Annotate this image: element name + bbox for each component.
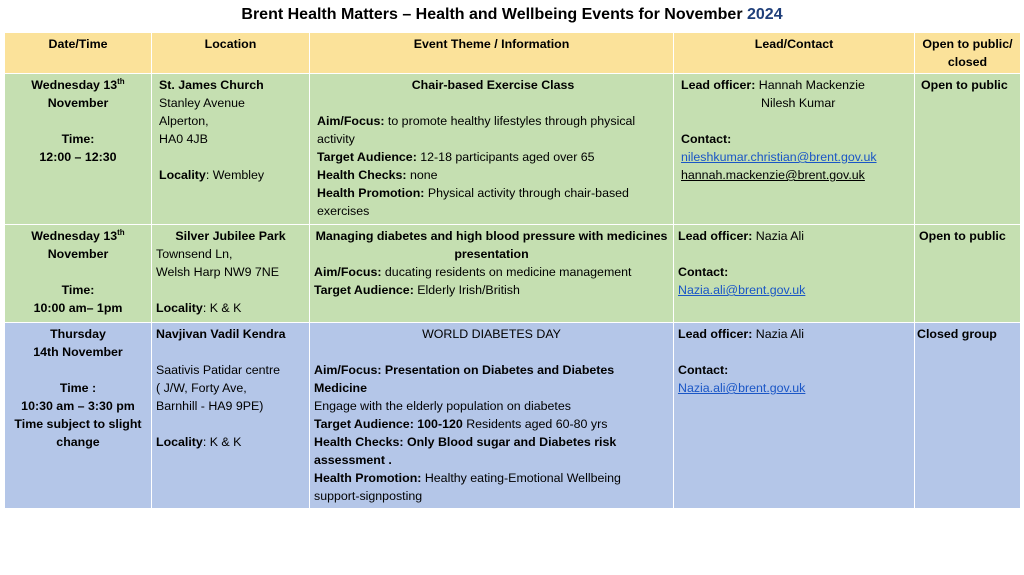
- status-cell: [915, 225, 1021, 323]
- theme-cell: [310, 74, 674, 225]
- lead-label: Lead officer:: [678, 327, 753, 341]
- locality: [156, 433, 305, 451]
- locality-value: : Wembley: [205, 168, 265, 182]
- location-line: ( J/W, Forty Ave,: [156, 381, 247, 395]
- date-sup: th: [117, 76, 125, 86]
- location-name: St. James Church: [159, 78, 264, 92]
- promo-label: Health Promotion:: [314, 471, 422, 485]
- audience-value: 12-18 participants aged over 65: [416, 150, 595, 164]
- aim-label: Aim/Focus:: [317, 114, 385, 128]
- audience-label: Target Audience:: [314, 283, 414, 297]
- locality: [159, 166, 305, 184]
- date-day: Wednesday 13: [31, 229, 118, 243]
- audience-value: Elderly Irish/British: [413, 283, 520, 297]
- date-day: Wednesday 13: [31, 78, 118, 92]
- status-cell: [915, 323, 1021, 509]
- checks-text: Health Checks: Only Blood sugar and Diabetes risk assessment .: [314, 435, 617, 467]
- email-link[interactable]: hannah.mackenzie@brent.gov.uk: [681, 168, 865, 182]
- table-row: [5, 74, 1021, 225]
- email-link[interactable]: Nazia.ali@brent.gov.uk: [678, 283, 806, 297]
- title-text: Brent Health Matters – Health and Wellbeing Events for November: [241, 6, 743, 23]
- time-label: Time:: [61, 132, 95, 146]
- lead-cell: [674, 225, 915, 323]
- location-line: Barnhill - HA9 9PE): [156, 399, 264, 413]
- contact-label: Contact:: [678, 265, 729, 279]
- locality: [156, 299, 305, 317]
- audience-value: Residents aged 60-80 yrs: [462, 417, 608, 431]
- page-title: [0, 4, 1024, 26]
- theme-title: WORLD DIABETES DAY: [422, 327, 561, 341]
- location-cell: [152, 74, 310, 225]
- contact-label: Contact:: [681, 132, 732, 146]
- date-cell: [5, 323, 152, 509]
- location-line: Townsend Ln,: [156, 247, 233, 261]
- locality-value: : K & K: [202, 301, 242, 315]
- location-name: Silver Jubilee Park: [175, 229, 286, 243]
- header-date: Date/Time: [5, 33, 152, 74]
- header-location: Location: [152, 33, 310, 74]
- location-line: Saativis Patidar centre: [156, 363, 280, 377]
- aim-value: to promote healthy lifestyles through physical activity: [317, 114, 636, 146]
- aim-label: Aim/Focus:: [314, 265, 382, 279]
- audience-label: Target Audience:: [317, 150, 417, 164]
- checks-value: none: [406, 168, 438, 182]
- time-value: 10:30 am – 3:30 pm: [21, 399, 135, 413]
- time-value: 10:00 am– 1pm: [33, 301, 123, 315]
- date-cell: [5, 225, 152, 323]
- location-line: Alperton,: [159, 114, 209, 128]
- lead-value-2: Nilesh Kumar: [761, 96, 836, 110]
- location-line: Stanley Avenue: [159, 96, 245, 110]
- header-row: [5, 33, 1021, 74]
- location-cell: [152, 323, 310, 509]
- locality-label: Locality: [156, 301, 203, 315]
- lead-value: Nazia Ali: [752, 327, 805, 341]
- date-day: Thursday: [50, 327, 106, 341]
- theme-title: Chair-based Exercise Class: [411, 78, 575, 92]
- status-text: Closed group: [917, 327, 997, 341]
- status-text: Open to public: [919, 229, 1006, 243]
- location-cell: [152, 225, 310, 323]
- audience-label: Target Audience: 100-120: [314, 417, 463, 431]
- locality-label: Locality: [156, 435, 203, 449]
- time-note: Time subject to slight change: [14, 417, 142, 449]
- time-label: Time:: [61, 283, 95, 297]
- lead-value: Hannah Mackenzie: [755, 78, 865, 92]
- aim-value: ducating residents on medicine management: [381, 265, 632, 279]
- header-lead: Lead/Contact: [674, 33, 915, 74]
- contact-label: Contact:: [678, 363, 729, 377]
- promo-value: Healthy eating-Emotional Wellbeing support-signposting: [314, 471, 621, 503]
- locality-value: : K & K: [202, 435, 242, 449]
- locality-label: Locality: [159, 168, 206, 182]
- status-text: Open to public: [921, 78, 1008, 92]
- header-open: Open to public/ closed: [915, 33, 1021, 74]
- location-name: Navjivan Vadil Kendra: [156, 327, 286, 341]
- lead-cell: [674, 74, 915, 225]
- lead-label: Lead officer:: [678, 229, 753, 243]
- lead-label: Lead officer:: [681, 78, 756, 92]
- checks-label: Health Checks:: [317, 168, 407, 182]
- date-cell: [5, 74, 152, 225]
- date-month: November: [47, 96, 109, 110]
- status-cell: [915, 74, 1021, 225]
- theme-title: Managing diabetes and high blood pressure with medicines presentation: [315, 229, 668, 261]
- date-sup: th: [117, 227, 125, 237]
- engage-text: Engage with the elderly population on diabetes: [314, 399, 571, 413]
- email-link[interactable]: Nazia.ali@brent.gov.uk: [678, 381, 806, 395]
- location-line: Welsh Harp NW9 7NE: [156, 265, 280, 279]
- time-value: 12:00 – 12:30: [39, 150, 117, 164]
- time-label: Time :: [59, 381, 97, 395]
- title-year: 2024: [747, 6, 783, 23]
- email-link[interactable]: nileshkumar.christian@brent.gov.uk: [681, 150, 877, 164]
- location-line: HA0 4JB: [159, 132, 208, 146]
- date-month: 14th November: [33, 345, 123, 359]
- table-row: [5, 323, 1021, 509]
- header-theme: Event Theme / Information: [310, 33, 674, 74]
- table-row: [5, 225, 1021, 323]
- theme-cell: [310, 225, 674, 323]
- lead-cell: [674, 323, 915, 509]
- date-month: November: [47, 247, 109, 261]
- events-table: [4, 32, 1021, 509]
- promo-value: Physical activity through chair-based exercises: [317, 186, 629, 218]
- theme-cell: [310, 323, 674, 509]
- aim-text: Aim/Focus: Presentation on Diabetes and Diabetes Medicine: [314, 363, 615, 395]
- lead-value: Nazia Ali: [752, 229, 805, 243]
- promo-label: Health Promotion:: [317, 186, 425, 200]
